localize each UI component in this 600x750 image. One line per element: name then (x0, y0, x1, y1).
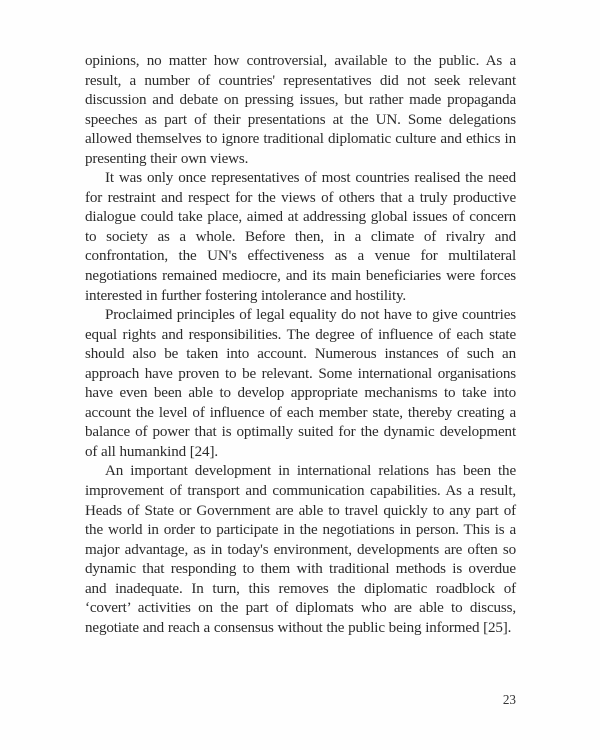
paragraph-3: Proclaimed principles of legal equality do not have to give countries equal rights and responsibilities. The degree of influence of each state should also be taken into account. Numerous instances of such an approach have proven to be relevant. Some international organisations have even been able to develop appropriate mechanisms to take into account the level of influence of each member state, thereby creating a balance of power that is optimally suited for the dynamic development of all humankind [24]. (85, 307, 516, 460)
page-number: 23 (502, 692, 516, 707)
body-text-column (85, 52, 516, 638)
paragraph-2: It was only once representatives of most countries realised the need for restraint and respect for the views of others that a truly productive dialogue could take place, aimed at addressing global issues of concern to society as a whole. Before then, in a climate of rivalry and confrontation, the UN's effectiveness as a venue for multilateral negotiations remained mediocre, and its main beneficiaries were forces interested in further fostering intolerance and hostility. (85, 170, 516, 304)
paragraph-1: opinions, no matter how controversial, available to the public. As a result, a number of countries' representatives did not seek relevant discussion and debate on pressing issues, but rather made propaganda speeches as part of their presentations at the UN. Some delegations allowed themselves to ignore traditional diplomatic culture and ethics in presenting their own views. (85, 53, 516, 167)
paragraph-4: An important development in international relations has been the improvement of transport and communication capabilities. As a result, Heads of State or Government are able to travel quickly to any part of the world in order to participate in the negotiations in person. This is a major advantage, as in today's environment, developments are often so dynamic that responding to them with traditional methods is overdue and inadequate. In turn, this removes the diplomatic roadblock of ‘covert’ activities on the part of diplomats who are able to discuss, negotiate and reach a consensus without the public being informed [25]. (85, 463, 516, 636)
